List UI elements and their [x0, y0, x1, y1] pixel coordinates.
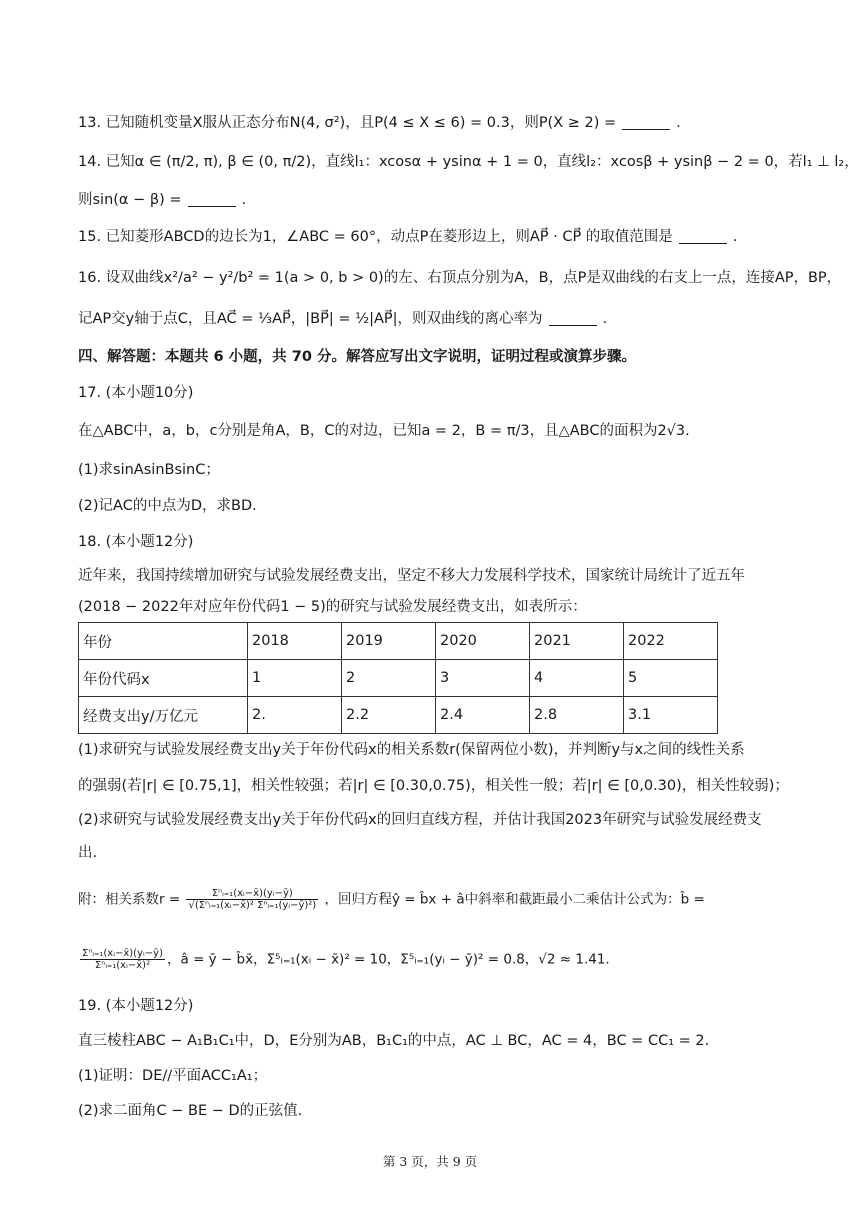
- table-row: [79, 697, 718, 734]
- page-footer: 第 3 页，共 9 页: [382, 1154, 478, 1169]
- table-row: [79, 660, 718, 697]
- correlation-formula: [186, 888, 318, 911]
- table-cell: 2.: [248, 697, 342, 734]
- question-17-body: 在△ABC中，a，b，c分别是角A，B，C的对边，已知a = 2，B = π/3，且△ABC的面积为2√3.: [78, 423, 690, 439]
- data-table: [78, 622, 718, 734]
- question-19-body: 直三棱柱ABC − A₁B₁C₁中，D，E分别为AB，B₁C₁的中点，AC ⊥ BC，AC = 4，BC = CC₁ = 2.: [78, 1033, 710, 1049]
- table-cell: 年份: [79, 623, 248, 660]
- question-14-text: 则sin(α − β) =: [78, 192, 182, 208]
- table-cell: 5: [624, 660, 718, 697]
- table-cell: 2: [342, 660, 436, 697]
- question-17-part2: (2)记AC的中点为D，求BD.: [78, 498, 257, 514]
- question-15-text: 15. 已知菱形ABCD的边长为1，∠ABC = 60°，动点P在菱形边上，则AP⃗ · CP⃗ 的取值范围是: [78, 229, 673, 245]
- question-18-part2-line1: (2)求研究与试验发展经费支出y关于年份代码x的回归直线方程，并估计我国2023年研究与试验发展经费支: [78, 812, 762, 828]
- question-18-part1-line2: 的强弱(若|r| ∈ [0.75,1]，相关性较强；若|r| ∈ [0.30,0.75)，相关性一般；若|r| ∈ [0,0.30)，相关性较弱)；: [78, 778, 789, 794]
- answer-blank: [622, 115, 670, 130]
- question-18-part2-line2: 出.: [78, 845, 98, 861]
- question-18-body1: 近年来，我国持续增加研究与试验发展经费支出，坚定不移大力发展科学技术，国家统计局统计了近五年: [78, 568, 745, 584]
- appendix-line1: [78, 888, 800, 911]
- table-cell: 3: [436, 660, 530, 697]
- table-cell: 1: [248, 660, 342, 697]
- question-15: [78, 227, 800, 247]
- question-13-end: .: [676, 115, 681, 131]
- formula-numerator: Σⁿᵢ₌₁(xᵢ−x̄)(yᵢ−ȳ): [186, 888, 318, 900]
- table-cell: 2018: [248, 623, 342, 660]
- question-15-end: .: [732, 229, 738, 245]
- table-cell: 年份代码x: [79, 660, 248, 697]
- table-cell: 2.8: [530, 697, 624, 734]
- table-cell: 2.2: [342, 697, 436, 734]
- question-16-line1: 16. 设双曲线x²/a² − y²/b² = 1(a > 0, b > 0)的左、右顶点分别为A，B，点P是双曲线的右支上一点，连接AP，BP，: [78, 270, 842, 286]
- question-18-part1-line1: (1)求研究与试验发展经费支出y关于年份代码x的相关系数r(保留两位小数)，并判断y与x之间的线性关系: [78, 742, 745, 758]
- table-cell: 经费支出y/万亿元: [79, 697, 248, 734]
- question-18-heading: 18. (本小题12分): [78, 534, 194, 550]
- question-13: [78, 113, 800, 133]
- slope-formula: [80, 948, 165, 971]
- table-cell: 2021: [530, 623, 624, 660]
- question-18-body2: (2018 − 2022年对应年份代码1 − 5)的研究与试验发展经费支出，如表所示：: [78, 599, 587, 615]
- question-16-end: .: [602, 311, 608, 327]
- question-13-text: 13. 已知随机变量X服从正态分布N(4, σ²)，且P(4 ≤ X ≤ 6) = 0.3，则P(X ≥ 2) =: [78, 115, 617, 131]
- table-cell: 2022: [624, 623, 718, 660]
- question-17-part1: (1)求sinAsinBsinC；: [78, 462, 220, 478]
- appendix-r-label: 附：相关系数r =: [78, 891, 181, 908]
- question-16-text: 记AP交y轴于点C，且AC⃗ = ⅓AP⃗，|BP⃗| = ½|AP⃗|，则双曲线的离心率为: [78, 311, 543, 327]
- question-14-line1: 14. 已知α ∈ (π/2, π), β ∈ (0, π/2)，直线l₁：xcosα + ysinα + 1 = 0，直线l₂：xcosβ + ysinβ − 2 = 0，若l₁ ⊥ l₂，: [78, 154, 859, 170]
- table-cell: 2.4: [436, 697, 530, 734]
- answer-blank: [188, 192, 236, 207]
- question-19-part2: (2)求二面角C − BE − D的正弦值.: [78, 1103, 303, 1119]
- question-19-heading: 19. (本小题12分): [78, 998, 194, 1014]
- formula-denominator: √(Σⁿᵢ₌₁(xᵢ−x̄)² Σⁿᵢ₌₁(yᵢ−ȳ)²): [188, 900, 317, 911]
- formula-numerator: Σⁿᵢ₌₁(xᵢ−x̄)(yᵢ−ȳ): [82, 948, 163, 959]
- formula-denominator: Σⁿᵢ₌₁(xᵢ−x̄)²: [94, 960, 151, 971]
- appendix-values: ，â = ȳ − b̂x̄，Σ⁵ᵢ₌₁(xᵢ − x̄)² = 10，Σ⁵ᵢ₌₁(yᵢ − ȳ)² = 0.8，√2 ≈ 1.41.: [167, 951, 610, 968]
- table-cell: 2020: [436, 623, 530, 660]
- question-16-line2: [78, 309, 800, 329]
- question-17-heading: 17. (本小题10分): [78, 385, 194, 401]
- question-14-line2: [78, 190, 800, 210]
- section-heading: 四、解答题：本题共 6 小题，共 70 分。解答应写出文字说明，证明过程或演算步骤。: [78, 349, 636, 365]
- question-19-part1: (1)证明：DE//平面ACC₁A₁；: [78, 1068, 268, 1084]
- table-row: [79, 623, 718, 660]
- question-14-end: .: [241, 192, 247, 208]
- table-cell: 3.1: [624, 697, 718, 734]
- table-cell: 2019: [342, 623, 436, 660]
- appendix-line2: [78, 948, 800, 971]
- answer-blank: [679, 229, 727, 244]
- answer-blank: [549, 311, 597, 326]
- appendix-regression-text: ，回归方程ŷ = b̂x + â中斜率和截距最小二乘估计公式为：b̂ =: [324, 891, 705, 908]
- table-cell: 4: [530, 660, 624, 697]
